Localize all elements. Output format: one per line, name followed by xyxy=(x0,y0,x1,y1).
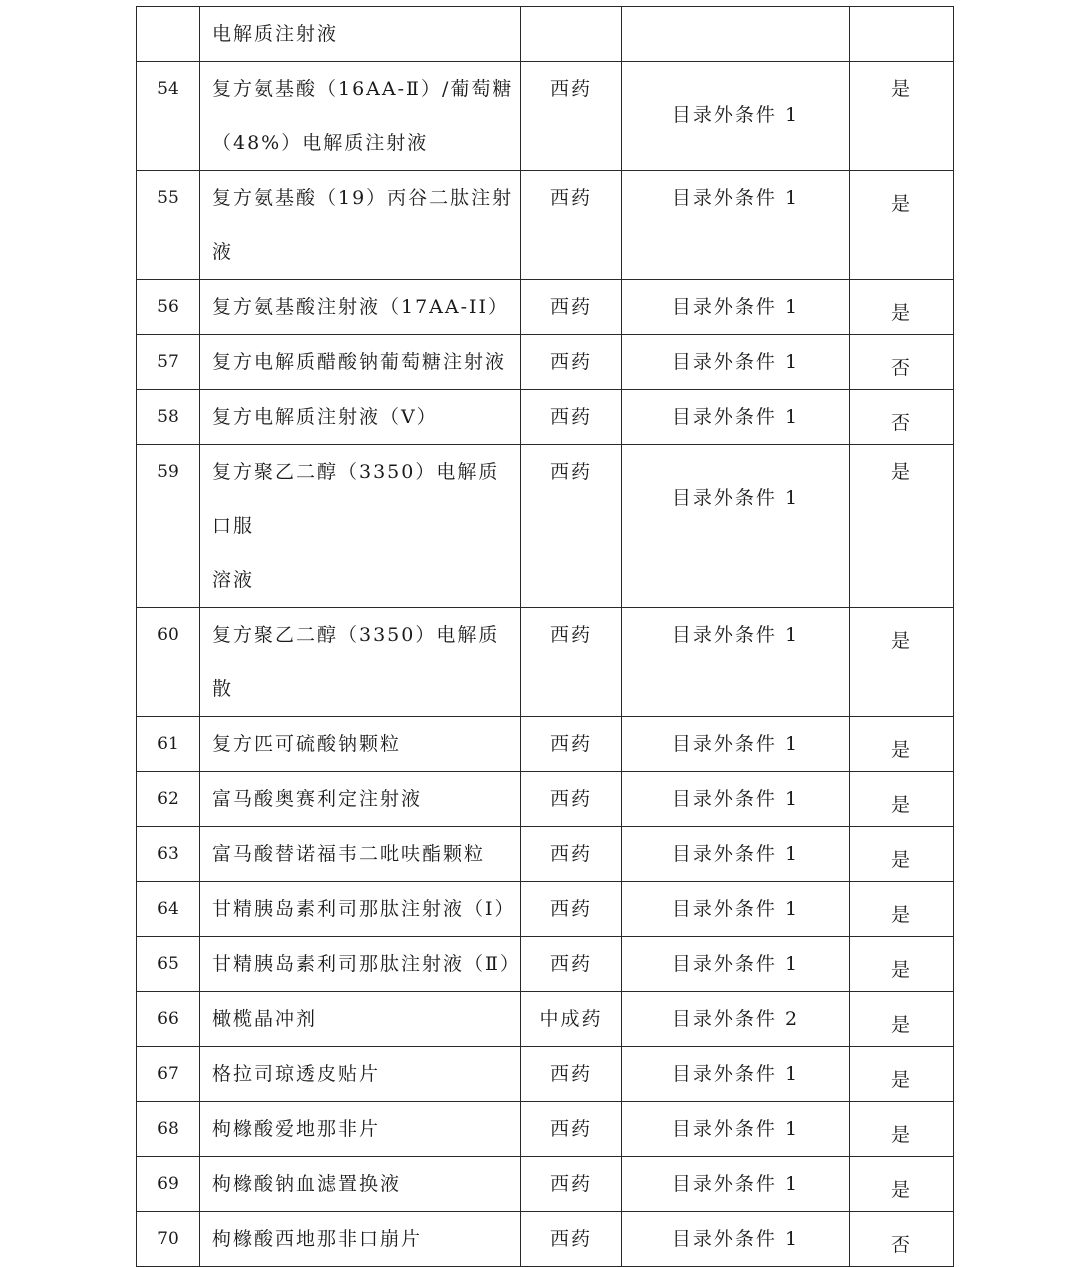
flag: 否 xyxy=(850,390,954,445)
drug-type: 西药 xyxy=(521,1157,622,1212)
row-number: 70 xyxy=(137,1212,200,1267)
row-number: 62 xyxy=(137,772,200,827)
drug-type: 西药 xyxy=(521,335,622,390)
row-number: 64 xyxy=(137,882,200,937)
condition: 目录外条件 1 xyxy=(622,171,850,280)
flag: 是 xyxy=(850,280,954,335)
table-row xyxy=(137,717,954,772)
table-row xyxy=(137,390,954,445)
drug-type: 西药 xyxy=(521,62,622,171)
flag: 是 xyxy=(850,608,954,717)
row-number: 54 xyxy=(137,62,200,171)
flag: 是 xyxy=(850,772,954,827)
flag: 否 xyxy=(850,335,954,390)
drug-name: 复方氨基酸（16AA-Ⅱ）/葡萄糖 （48%）电解质注射液 xyxy=(200,62,521,171)
row-number: 65 xyxy=(137,937,200,992)
table-row xyxy=(137,335,954,390)
flag: 是 xyxy=(850,717,954,772)
table-row xyxy=(137,608,954,717)
row-number: 66 xyxy=(137,992,200,1047)
drug-name: 枸橼酸西地那非口崩片 xyxy=(200,1212,521,1267)
drug-name: 甘精胰岛素利司那肽注射液（Ⅱ） xyxy=(200,937,521,992)
drug-name: 富马酸奥赛利定注射液 xyxy=(200,772,521,827)
drug-name: 复方聚乙二醇（3350）电解质口服 溶液 xyxy=(200,445,521,608)
flag: 是 xyxy=(850,1157,954,1212)
condition: 目录外条件 1 xyxy=(622,608,850,717)
drug-type: 西药 xyxy=(521,1047,622,1102)
row-number: 60 xyxy=(137,608,200,717)
flag: 否 xyxy=(850,1212,954,1267)
row-number: 57 xyxy=(137,335,200,390)
table-row xyxy=(137,1157,954,1212)
condition: 目录外条件 1 xyxy=(622,1157,850,1212)
row-number: 68 xyxy=(137,1102,200,1157)
condition: 目录外条件 2 xyxy=(622,992,850,1047)
row-number xyxy=(137,7,200,62)
drug-name: 格拉司琼透皮贴片 xyxy=(200,1047,521,1102)
condition: 目录外条件 1 xyxy=(622,882,850,937)
drug-type: 西药 xyxy=(521,717,622,772)
table-row xyxy=(137,1047,954,1102)
drug-name: 复方氨基酸注射液（17AA-II） xyxy=(200,280,521,335)
row-number: 67 xyxy=(137,1047,200,1102)
drug-type: 西药 xyxy=(521,280,622,335)
drug-type: 西药 xyxy=(521,1212,622,1267)
drug-name: 复方氨基酸（19）丙谷二肽注射液 xyxy=(200,171,521,280)
drug-type xyxy=(521,7,622,62)
drug-name: 枸橼酸钠血滤置换液 xyxy=(200,1157,521,1212)
table-row xyxy=(137,882,954,937)
condition: 目录外条件 1 xyxy=(622,445,850,608)
table-row xyxy=(137,280,954,335)
flag: 是 xyxy=(850,445,954,608)
drug-name: 甘精胰岛素利司那肽注射液（Ⅰ） xyxy=(200,882,521,937)
drug-type: 西药 xyxy=(521,882,622,937)
flag: 是 xyxy=(850,62,954,171)
condition: 目录外条件 1 xyxy=(622,62,850,171)
drug-type: 中成药 xyxy=(521,992,622,1047)
drug-name: 复方电解质醋酸钠葡萄糖注射液 xyxy=(200,335,521,390)
table-row xyxy=(137,171,954,280)
drug-type: 西药 xyxy=(521,390,622,445)
flag: 是 xyxy=(850,992,954,1047)
flag: 是 xyxy=(850,171,954,280)
row-number: 69 xyxy=(137,1157,200,1212)
condition: 目录外条件 1 xyxy=(622,1047,850,1102)
drug-type: 西药 xyxy=(521,1102,622,1157)
drug-type: 西药 xyxy=(521,772,622,827)
row-number: 56 xyxy=(137,280,200,335)
table-row xyxy=(137,62,954,171)
drug-type: 西药 xyxy=(521,827,622,882)
condition: 目录外条件 1 xyxy=(622,390,850,445)
condition: 目录外条件 1 xyxy=(622,717,850,772)
drug-name: 富马酸替诺福韦二吡呋酯颗粒 xyxy=(200,827,521,882)
row-number: 63 xyxy=(137,827,200,882)
drug-name: 电解质注射液 xyxy=(200,7,521,62)
row-number: 55 xyxy=(137,171,200,280)
condition: 目录外条件 1 xyxy=(622,827,850,882)
table-row xyxy=(137,992,954,1047)
flag xyxy=(850,7,954,62)
condition: 目录外条件 1 xyxy=(622,280,850,335)
condition: 目录外条件 1 xyxy=(622,937,850,992)
flag: 是 xyxy=(850,882,954,937)
table-row xyxy=(137,1102,954,1157)
table-row xyxy=(137,445,954,608)
table-row xyxy=(137,937,954,992)
row-number: 59 xyxy=(137,445,200,608)
drug-list-table xyxy=(136,6,954,1267)
row-number: 58 xyxy=(137,390,200,445)
flag: 是 xyxy=(850,1102,954,1157)
table-row xyxy=(137,772,954,827)
drug-name: 橄榄晶冲剂 xyxy=(200,992,521,1047)
flag: 是 xyxy=(850,937,954,992)
condition: 目录外条件 1 xyxy=(622,772,850,827)
drug-name: 复方匹可硫酸钠颗粒 xyxy=(200,717,521,772)
flag: 是 xyxy=(850,827,954,882)
drug-type: 西药 xyxy=(521,608,622,717)
condition xyxy=(622,7,850,62)
row-number: 61 xyxy=(137,717,200,772)
drug-type: 西药 xyxy=(521,445,622,608)
drug-type: 西药 xyxy=(521,937,622,992)
table-row xyxy=(137,1212,954,1267)
condition: 目录外条件 1 xyxy=(622,335,850,390)
table-row xyxy=(137,827,954,882)
drug-name: 复方聚乙二醇（3350）电解质散 xyxy=(200,608,521,717)
condition: 目录外条件 1 xyxy=(622,1102,850,1157)
table-row xyxy=(137,7,954,62)
condition: 目录外条件 1 xyxy=(622,1212,850,1267)
drug-name: 枸橼酸爱地那非片 xyxy=(200,1102,521,1157)
drug-name: 复方电解质注射液（V） xyxy=(200,390,521,445)
drug-type: 西药 xyxy=(521,171,622,280)
flag: 是 xyxy=(850,1047,954,1102)
